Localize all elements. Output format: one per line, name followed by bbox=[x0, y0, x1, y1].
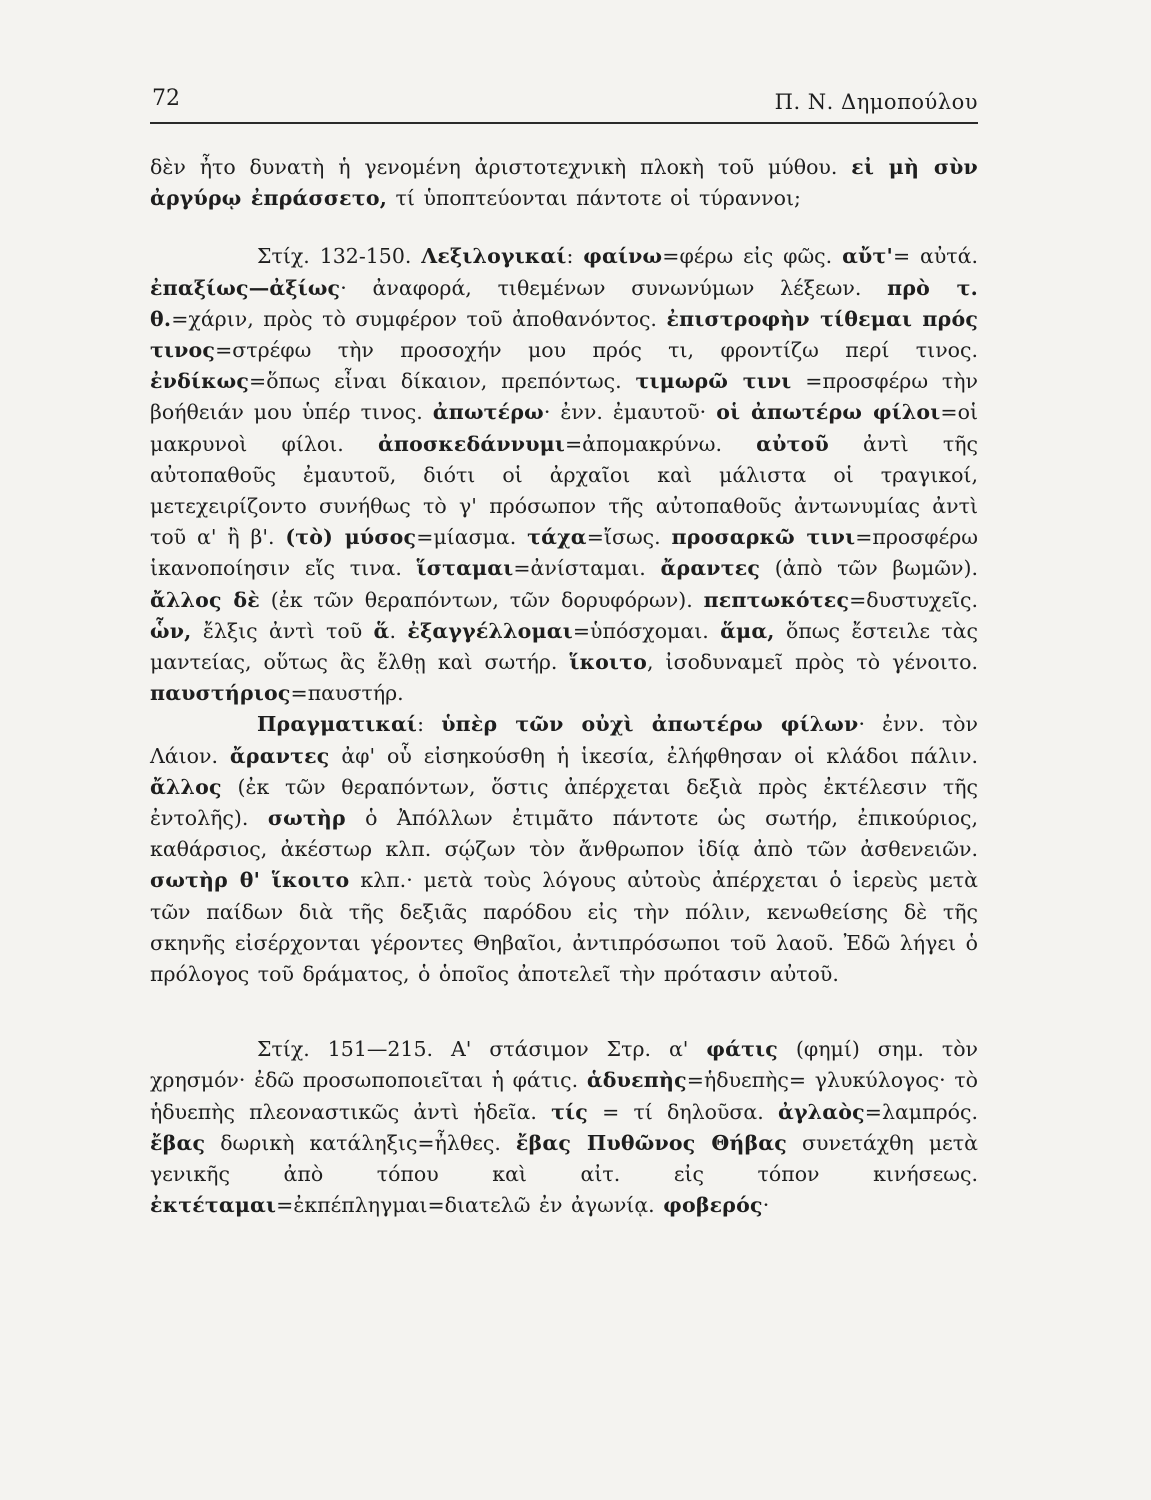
bold-term: ἄλλος δὲ bbox=[150, 587, 260, 612]
text-run: = τί δηλοῦσα. bbox=[587, 1099, 778, 1124]
text-run: =ἀνίσταμαι. bbox=[513, 556, 661, 581]
bold-term: φοβερός bbox=[663, 1193, 763, 1218]
bold-term: τίς bbox=[551, 1099, 588, 1124]
running-title: Π. Ν. Δημοπούλου bbox=[774, 90, 978, 114]
text-run: : bbox=[566, 244, 584, 269]
text-run: =ἐκπέπληγμαι=διατελῶ ἐν ἀγωνίᾳ. bbox=[276, 1193, 664, 1218]
paragraph-first-stasimon bbox=[150, 1034, 978, 1221]
text-run: =δυστυχεῖς. bbox=[849, 587, 978, 612]
bold-term: ἐξαγγέλλομαι bbox=[407, 618, 573, 643]
bold-term: σωτὴρ bbox=[267, 806, 346, 831]
text-run: συνετάχθη μετὰ γενικῆς ἀπὸ τόπου καὶ αἰτ. εἰς τόπον κινήσεως. bbox=[150, 1130, 978, 1187]
bold-term: φαίνω bbox=[583, 244, 663, 269]
text-run: ὅπως ἔστειλε τὰς μαντείας, οὕτως ἂς ἔλθῃ καὶ σωτήρ. bbox=[150, 618, 978, 675]
bold-term: πεπτωκότες bbox=[703, 587, 850, 612]
paragraph-intro bbox=[150, 152, 978, 214]
bold-term: οἱ ἀπωτέρω φίλοι bbox=[716, 400, 941, 425]
text-run: · ἀναφορά, τιθεμένων συνωνύμων λέξεων. bbox=[340, 275, 888, 300]
text-run: =λαμπρός. bbox=[864, 1099, 978, 1124]
text-run: (ἐκ τῶν θεραπόντων, τῶν δορυφόρων). bbox=[259, 587, 704, 612]
text-run: =μίασμα. bbox=[416, 525, 528, 550]
text-run: · ἐνν. ἐμαυτοῦ· bbox=[543, 400, 717, 425]
bold-term: ἀποσκεδάννυμι bbox=[377, 431, 565, 456]
bold-term: ὧν, bbox=[150, 618, 192, 643]
text-run: =προσφέρω τὴν βοήθειάν μου ὑπέρ τινος. bbox=[150, 369, 978, 425]
text-run: τί ὑποπτεύονται πάντοτε οἱ τύραννοι; bbox=[387, 186, 801, 211]
bold-term: ἵσταμαι bbox=[416, 556, 514, 581]
text-run: Στίχ. 151—215. Α' στάσιμον Στρ. α' bbox=[257, 1037, 707, 1062]
bold-term: παυστήριος bbox=[150, 681, 291, 706]
bold-term: εἰ μὴ σὺν ἀργύρῳ ἐπράσσετο, bbox=[150, 155, 978, 211]
text-run: · ἐνν. τὸν Λάιον. bbox=[150, 712, 978, 768]
bold-term: ἅμα, bbox=[720, 618, 775, 643]
text-run: δὲν ἦτο δυνατὴ ἡ γενομένη ἀριστοτεχνικὴ πλοκὴ τοῦ μύθου. bbox=[150, 155, 852, 179]
bold-term: ἄραντες bbox=[660, 556, 761, 581]
bold-term: Λεξιλογικαί bbox=[421, 244, 567, 269]
paragraph-factual-notes bbox=[150, 709, 978, 990]
text-run: =ἴσως. bbox=[586, 525, 672, 550]
bold-term: τάχα bbox=[527, 525, 587, 550]
text-run: · bbox=[762, 1193, 770, 1218]
text-run: (ἐκ τῶν θεραπόντων, ὅστις ἀπέρχεται δεξιὰ πρὸς ἐκτέλεσιν τῆς ἐντολῆς). bbox=[150, 774, 978, 831]
bold-term: πρὸ τ. θ. bbox=[150, 275, 978, 331]
bold-term: αὔτ' bbox=[842, 244, 893, 269]
text-run: (φημί) σημ. τὸν χρησμόν· ἐδῶ προσωποποιεῖται ἡ φάτις. bbox=[150, 1037, 978, 1093]
page-body bbox=[150, 152, 978, 1222]
text-run: =φέρω εἰς φῶς. bbox=[662, 244, 843, 269]
text-run: ἔλξις ἀντὶ τοῦ bbox=[191, 618, 374, 643]
bold-term: ἁδυεπὴς bbox=[586, 1068, 687, 1093]
text-run: ὁ Ἀπόλλων ἐτιμᾶτο πάντοτε ὡς σωτήρ, ἐπικούριος, καθάρσιος, ἀκέστωρ κλπ. σῴζων τὸν ἄνθρωπον ἰδίᾳ ἀπὸ τῶν ἀσθενειῶν. bbox=[150, 806, 978, 862]
bold-term: ὑπὲρ τῶν οὐχὶ ἀπωτέρω φίλων bbox=[441, 712, 859, 737]
text-run: = αὐτά. bbox=[892, 244, 979, 269]
text-run: κλπ.· μετὰ τοὺς λόγους αὐτοὺς ἀπέρχεται ὁ ἱερεὺς μετὰ τῶν παίδων διὰ τῆς δεξιᾶς παρόδου εἰς τὴν πόλιν, κενωθείσης δὲ τῆς σκηνῆς εἰσέρχονται γέροντες Θηβαῖοι, ἀντιπρόσωποι τοῦ λαοῦ. Ἐδῶ λήγει ὁ πρόλογος τοῦ δράματος, ὁ ὁποῖος ἀποτελεῖ τὴν πρότασιν αὐτοῦ. bbox=[150, 868, 978, 987]
text-run: =ἡδυεπὴς= γλυκύλογος· τὸ ἡδυεπὴς πλεοναστικῶς ἀντὶ ἡδεῖα. bbox=[150, 1068, 979, 1124]
text-run: : bbox=[417, 712, 442, 737]
text-run: . bbox=[389, 618, 408, 643]
bold-term: ἐκτέταμαι bbox=[150, 1193, 277, 1218]
text-run: =παυστήρ. bbox=[290, 681, 404, 706]
bold-term: ἀγλαὸς bbox=[777, 1099, 865, 1124]
text-run: =ἀπομακρύνω. bbox=[564, 431, 757, 456]
text-run: =στρέφω τὴν προσοχήν μου πρός τι, φροντίζω περί τινος. bbox=[215, 338, 978, 363]
paragraph-lexical-notes bbox=[150, 241, 978, 709]
bold-term: αὐτοῦ bbox=[756, 431, 829, 456]
bold-term: ἅ bbox=[373, 618, 390, 643]
page-number: 72 bbox=[152, 86, 180, 111]
text-run: =ὅπως εἶναι δίκαιον, πρεπόντως. bbox=[249, 369, 636, 394]
bold-term: προσαρκῶ τινι bbox=[671, 525, 856, 550]
text-run: Στίχ. 132-150. bbox=[257, 244, 422, 269]
text-run: =χάριν, πρὸς τὸ συμφέρον τοῦ ἀποθανόντος. bbox=[171, 306, 667, 331]
bold-term: Πραγματικαί bbox=[257, 712, 418, 737]
text-run: =προσφέρω ἱκανοποίησιν εἴς τινα. bbox=[150, 525, 978, 581]
bold-term: ἀπωτέρω bbox=[432, 400, 544, 425]
bold-term: ἄραντες bbox=[229, 743, 330, 768]
text-run: =οἱ μακρυνοὶ φίλοι. bbox=[150, 400, 978, 456]
bold-term: ἔβας Πυθῶνος Θήβας bbox=[515, 1130, 787, 1155]
text-run: δωρικὴ κατάληξις=ἦλθες. bbox=[205, 1130, 516, 1155]
bold-term: φάτις bbox=[706, 1037, 778, 1062]
bold-term: ἐνδίκως bbox=[150, 369, 250, 394]
page-header bbox=[150, 86, 978, 124]
bold-term: ἐπαξίως—ἀξίως bbox=[150, 275, 341, 300]
bold-term: (τὸ) μύσος bbox=[285, 525, 417, 550]
bold-term: τιμωρῶ τινι bbox=[635, 369, 792, 394]
text-run: ἀφ' οὗ εἰσηκούσθη ἡ ἱκεσία, ἐλήφθησαν οἱ κλάδοι πάλιν. bbox=[329, 743, 978, 768]
bold-term: ἵκοιτο bbox=[569, 650, 647, 675]
bold-term: ἔβας bbox=[150, 1130, 206, 1155]
bold-term: σωτὴρ θ' ἵκοιτο bbox=[150, 868, 350, 893]
text-run: (ἀπὸ τῶν βωμῶν). bbox=[760, 556, 979, 581]
bold-term: ἄλλος bbox=[150, 774, 222, 799]
text-run: ἀντὶ τῆς αὐτοπαθοῦς ἐμαυτοῦ, διότι οἱ ἀρχαῖοι καὶ μάλιστα οἱ τραγικοί, μετεχειρίζοντο συνήθως τὸ γ' πρόσωπον τῆς αὐτοπαθοῦς ἀντωνυμίας ἀντὶ τοῦ α' ἢ β'. bbox=[150, 431, 978, 550]
bold-term: ἐπιστροφὴν τίθεμαι πρός τινος bbox=[150, 306, 979, 363]
text-run: , ἰσοδυναμεῖ πρὸς τὸ γένοιτο. bbox=[647, 650, 978, 675]
text-run: =ὑπόσχομαι. bbox=[572, 618, 721, 643]
